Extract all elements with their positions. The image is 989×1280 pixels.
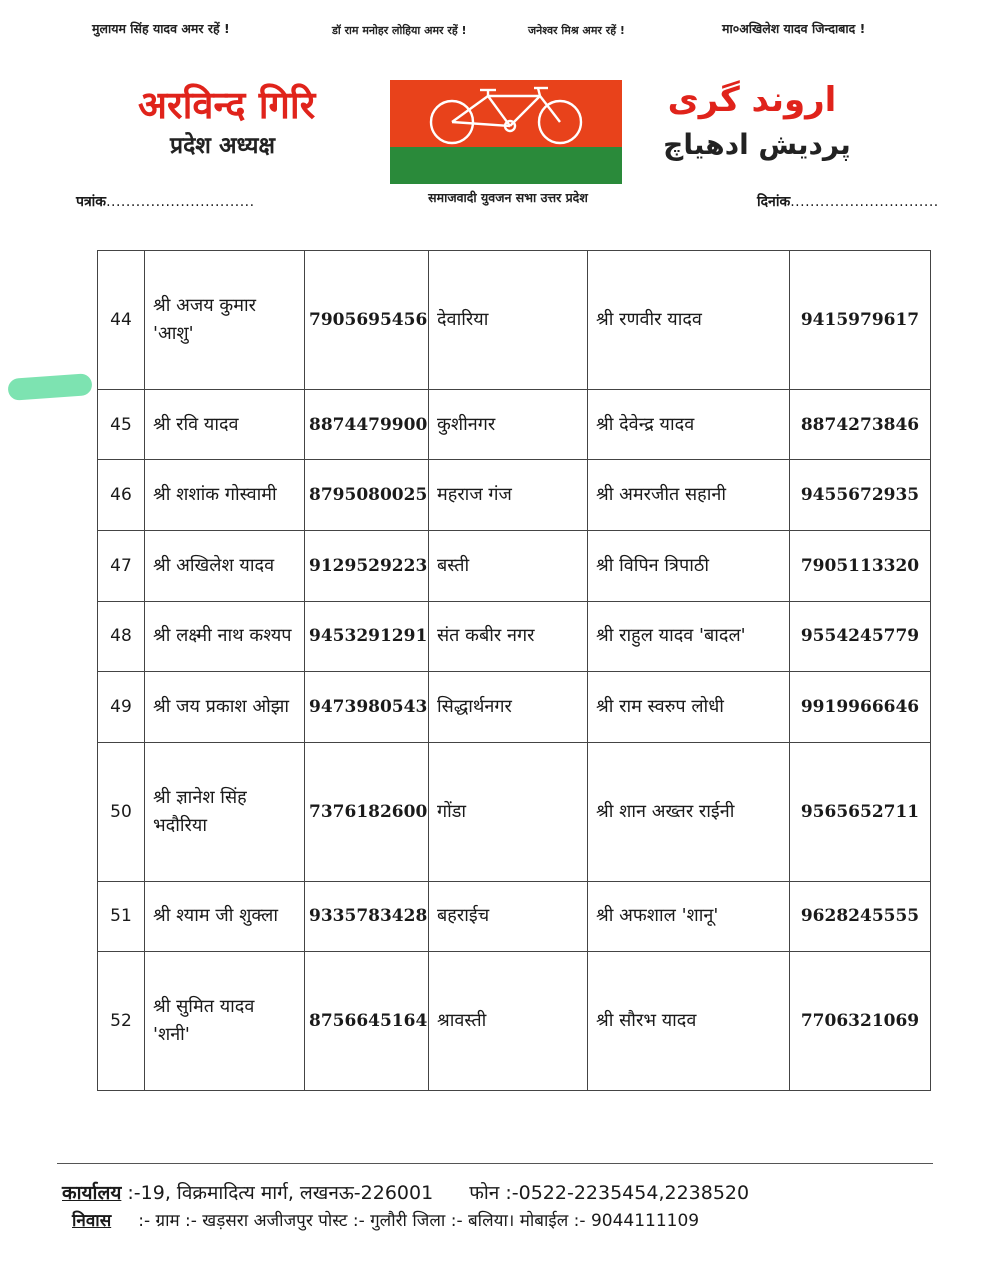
slogan-bar xyxy=(0,20,989,42)
office-label: कार्यालय xyxy=(62,1182,122,1204)
table-row xyxy=(98,389,931,460)
contact-mobile: 9628245555 xyxy=(790,881,931,952)
flag-green-band xyxy=(390,147,622,184)
contact-name: श्री शान अख्तर राईनी xyxy=(588,742,790,881)
contact-name: श्री राहुल यादव 'बादल' xyxy=(588,601,790,672)
member-mobile: 9453291291 xyxy=(305,601,429,672)
contact-name: श्री देवेन्द्र यादव xyxy=(588,389,790,460)
row-number: 45 xyxy=(98,389,145,460)
member-mobile: 7905695456 xyxy=(305,251,429,390)
district-name: श्रावस्ती xyxy=(429,952,588,1091)
table-row xyxy=(98,952,931,1091)
footer-divider xyxy=(57,1163,933,1164)
office-phone: फोन :-0522-2235454,2238520 xyxy=(469,1182,750,1204)
contact-mobile: 9565652711 xyxy=(790,742,931,881)
member-name: श्री श्याम जी शुक्ला xyxy=(145,881,305,952)
member-mobile: 8756645164 xyxy=(305,952,429,1091)
district-name: देवारिया xyxy=(429,251,588,390)
letterhead-title-hindi: प्रदेश अध्यक्ष xyxy=(170,133,275,159)
row-number: 49 xyxy=(98,672,145,743)
member-name: श्री जय प्रकाश ओझा xyxy=(145,672,305,743)
slogan-lohia: डॉ राम मनोहर लोहिया अमर रहें ! xyxy=(332,24,467,37)
date-dots: .............................. xyxy=(790,194,939,210)
contact-name: श्री राम स्वरुप लोधी xyxy=(588,672,790,743)
row-number: 50 xyxy=(98,742,145,881)
letterhead-title-urdu: پردیش ادھیاچ xyxy=(663,128,851,161)
contact-mobile: 7905113320 xyxy=(790,530,931,601)
date-label: दिनांक xyxy=(757,194,791,210)
contact-mobile: 9415979617 xyxy=(790,251,931,390)
contact-mobile: 7706321069 xyxy=(790,952,931,1091)
contact-name: श्री अफशाल 'शानू' xyxy=(588,881,790,952)
row-number: 51 xyxy=(98,881,145,952)
district-name: संत कबीर नगर xyxy=(429,601,588,672)
district-name: बस्ती xyxy=(429,530,588,601)
bicycle-icon xyxy=(416,86,596,146)
residence-label: निवास xyxy=(72,1211,112,1231)
office-address xyxy=(62,1179,749,1205)
reference-number-field xyxy=(76,192,255,211)
member-mobile: 7376182600 xyxy=(305,742,429,881)
reference-dots: .............................. xyxy=(106,194,255,210)
table-row xyxy=(98,460,931,531)
district-name: बहराईच xyxy=(429,881,588,952)
contact-name: श्री सौरभ यादव xyxy=(588,952,790,1091)
slogan-janeshwar: जनेश्वर मिश्र अमर रहें ! xyxy=(528,24,625,37)
member-name: श्री अखिलेश यादव xyxy=(145,530,305,601)
slogan-akhilesh: मा०अखिलेश यादव जिन्दाबाद ! xyxy=(722,21,866,36)
row-number: 48 xyxy=(98,601,145,672)
member-mobile: 8795080025 xyxy=(305,460,429,531)
district-name: महराज गंज xyxy=(429,460,588,531)
member-name: श्री लक्ष्मी नाथ कश्यप xyxy=(145,601,305,672)
table-row xyxy=(98,601,931,672)
contact-name: श्री अमरजीत सहानी xyxy=(588,460,790,531)
contact-mobile: 9554245779 xyxy=(790,601,931,672)
residence-text: :- ग्राम :- खड़सरा अजीजपुर पोस्ट :- गुलौरी जिला :- बलिया। मोबाईल :- 9044111109 xyxy=(138,1211,700,1231)
district-name: सिद्धार्थनगर xyxy=(429,672,588,743)
organization-name: समाजवादी युवजन सभा उत्तर प्रदेश xyxy=(428,190,588,205)
letterhead-name-urdu: اروند گری xyxy=(667,80,837,120)
table-row xyxy=(98,742,931,881)
member-name: श्री रवि यादव xyxy=(145,389,305,460)
office-text: :-19, विक्रमादित्य मार्ग, लखनऊ-226001 xyxy=(127,1182,434,1204)
contact-name: श्री रणवीर यादव xyxy=(588,251,790,390)
contact-mobile: 8874273846 xyxy=(790,389,931,460)
district-name: गोंडा xyxy=(429,742,588,881)
residence-address xyxy=(72,1208,699,1231)
reference-label: पत्रांक xyxy=(76,194,107,210)
table-row xyxy=(98,251,931,390)
member-name: श्री अजय कुमार 'आशु' xyxy=(145,251,305,390)
letterhead-name-hindi: अरविन्द गिरि xyxy=(138,82,316,127)
member-name: श्री शशांक गोस्वामी xyxy=(145,460,305,531)
row-number: 47 xyxy=(98,530,145,601)
slogan-mulayam: मुलायम सिंह यादव अमर रहें ! xyxy=(92,21,230,36)
member-mobile: 9473980543 xyxy=(305,672,429,743)
contact-mobile: 9455672935 xyxy=(790,460,931,531)
table-row xyxy=(98,881,931,952)
highlighter-mark xyxy=(7,373,92,401)
member-mobile: 9129529223 xyxy=(305,530,429,601)
row-number: 46 xyxy=(98,460,145,531)
contact-name: श्री विपिन त्रिपाठी xyxy=(588,530,790,601)
member-name: श्री ज्ञानेश सिंह भदौरिया xyxy=(145,742,305,881)
member-mobile: 9335783428 xyxy=(305,881,429,952)
contact-mobile: 9919966646 xyxy=(790,672,931,743)
roster-table xyxy=(97,250,931,1091)
party-flag xyxy=(390,80,622,184)
member-name: श्री सुमित यादव 'शनी' xyxy=(145,952,305,1091)
row-number: 44 xyxy=(98,251,145,390)
date-field xyxy=(757,192,939,211)
row-number: 52 xyxy=(98,952,145,1091)
district-name: कुशीनगर xyxy=(429,389,588,460)
table-row xyxy=(98,530,931,601)
member-mobile: 8874479900 xyxy=(305,389,429,460)
table-row xyxy=(98,672,931,743)
